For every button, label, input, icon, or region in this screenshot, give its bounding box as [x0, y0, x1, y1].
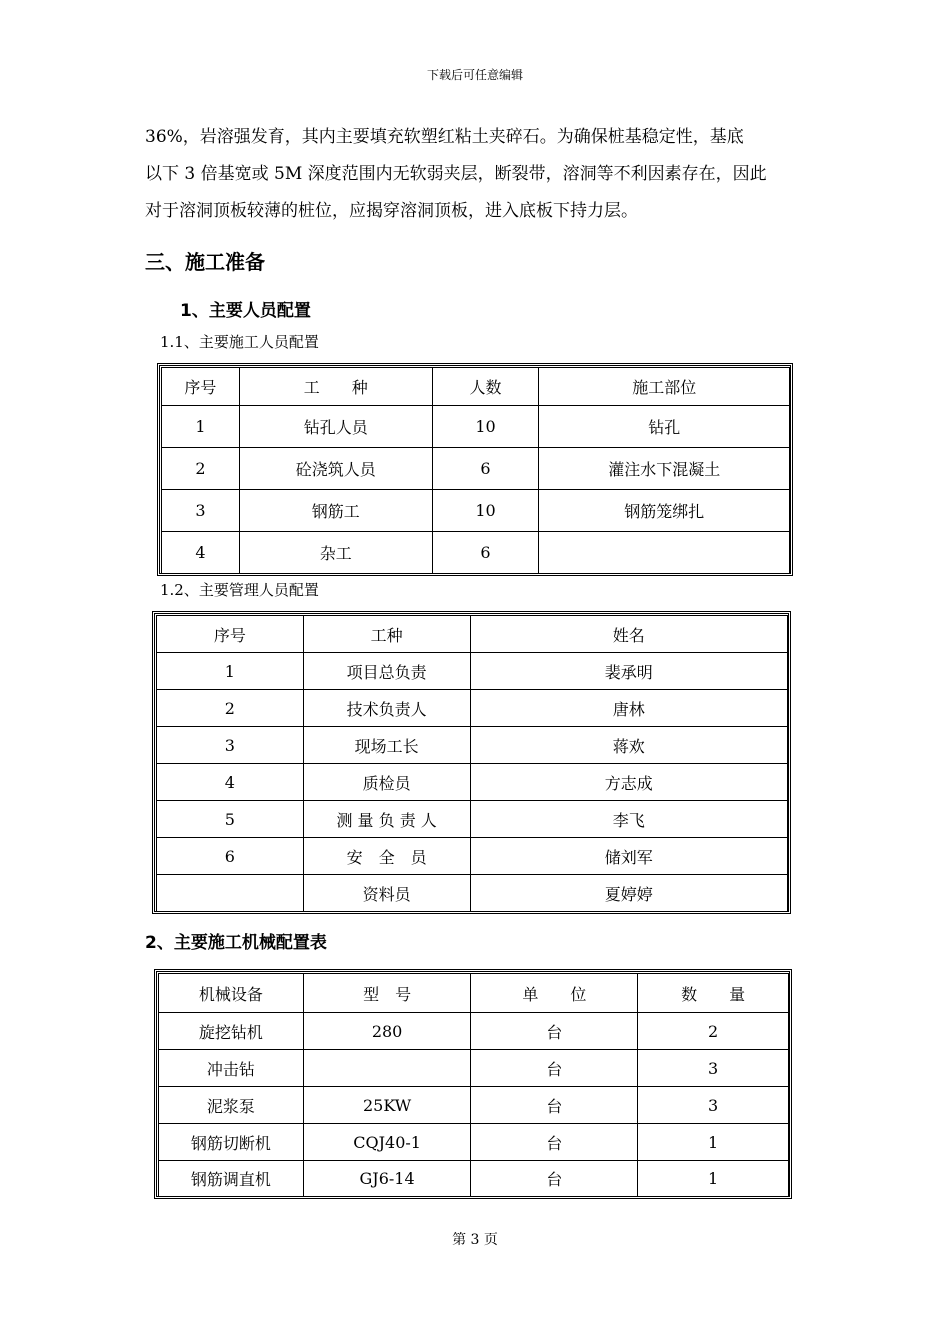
- table-row: [162, 532, 790, 574]
- cell: 质检员: [303, 764, 470, 801]
- cell: 台: [471, 1050, 638, 1087]
- cell: 10: [432, 406, 539, 448]
- caption-construction-staff: 1.1、主要施工人员配置: [160, 333, 319, 351]
- table-row: [159, 1161, 789, 1197]
- header-cell: 型 号: [303, 974, 471, 1013]
- table-row: [162, 406, 790, 448]
- cell: 砼浇筑人员: [239, 448, 432, 490]
- cell: 测 量 负 责 人: [303, 801, 470, 838]
- cell: 旋挖钻机: [159, 1013, 304, 1050]
- cell: 蒋欢: [470, 727, 787, 764]
- header-cell: 数 量: [638, 974, 789, 1013]
- cell: 台: [471, 1087, 638, 1124]
- cell: 4: [162, 532, 240, 574]
- table-row: [162, 448, 790, 490]
- cell: 3: [638, 1050, 789, 1087]
- cell: 钻孔: [539, 406, 790, 448]
- cell: 夏婷婷: [470, 875, 787, 912]
- cell: 3: [162, 490, 240, 532]
- header-cell: 人数: [432, 368, 539, 406]
- header-cell: 序号: [162, 368, 240, 406]
- cell: 现场工长: [303, 727, 470, 764]
- cell: 技术负责人: [303, 690, 470, 727]
- cell: GJ6-14: [303, 1161, 471, 1197]
- cell: 2: [157, 690, 304, 727]
- cell: [539, 532, 790, 574]
- cell: 3: [157, 727, 304, 764]
- body-paragraph: [145, 119, 815, 230]
- table-row: [159, 1087, 789, 1124]
- cell: 钢筋调直机: [159, 1161, 304, 1197]
- cell: 5: [157, 801, 304, 838]
- cell: 1: [638, 1161, 789, 1197]
- cell: CQJ40-1: [303, 1124, 471, 1161]
- subsection-title-machinery: 2、主要施工机械配置表: [145, 933, 327, 953]
- cell: 2: [638, 1013, 789, 1050]
- table-row: [157, 838, 788, 875]
- page-footer: 第 3 页: [452, 1232, 498, 1248]
- cell: 灌注水下混凝土: [539, 448, 790, 490]
- cell: 6: [432, 532, 539, 574]
- table-management-staff: [156, 615, 788, 912]
- cell: 钢筋工: [239, 490, 432, 532]
- cell: 钢筋笼绑扎: [539, 490, 790, 532]
- cell: 唐林: [470, 690, 787, 727]
- header-cell: 施工部位: [539, 368, 790, 406]
- cell: 安 全 员: [303, 838, 470, 875]
- paragraph-line: 36%，岩溶强发育，其内主要填充软塑红粘土夹碎石。为确保桩基稳定性，基底: [145, 127, 744, 147]
- cell: 1: [157, 653, 304, 690]
- header-cell: 序号: [157, 616, 304, 653]
- cell: [157, 875, 304, 912]
- header-cell: 工 种: [239, 368, 432, 406]
- paragraph-line: 对于溶洞顶板较薄的桩位，应揭穿溶洞顶板，进入底板下持力层。: [145, 201, 638, 221]
- table-row: [159, 1124, 789, 1161]
- caption-management-staff: 1.2、主要管理人员配置: [160, 581, 319, 599]
- cell: 资料员: [303, 875, 470, 912]
- header-cell: 机械设备: [159, 974, 304, 1013]
- cell: 裴承明: [470, 653, 787, 690]
- cell: 台: [471, 1013, 638, 1050]
- table-row: [157, 801, 788, 838]
- cell: 2: [162, 448, 240, 490]
- table-row: [157, 875, 788, 912]
- cell: 4: [157, 764, 304, 801]
- cell: 方志成: [470, 764, 787, 801]
- cell: 钢筋切断机: [159, 1124, 304, 1161]
- header-cell: 工种: [303, 616, 470, 653]
- page-header: 下载后可任意编辑: [426, 68, 523, 82]
- cell: 台: [471, 1161, 638, 1197]
- cell: 泥浆泵: [159, 1087, 304, 1124]
- cell: 3: [638, 1087, 789, 1124]
- cell: 台: [471, 1124, 638, 1161]
- table-row: [157, 764, 788, 801]
- table-row: [157, 653, 788, 690]
- cell: [303, 1050, 471, 1087]
- table-construction-staff: [161, 367, 790, 574]
- cell: 项目总负责: [303, 653, 470, 690]
- cell: 储刘军: [470, 838, 787, 875]
- cell: 李飞: [470, 801, 787, 838]
- cell: 280: [303, 1013, 471, 1050]
- table-machinery: [158, 973, 789, 1197]
- table-row: [159, 1050, 789, 1087]
- cell: 6: [157, 838, 304, 875]
- cell: 冲击钻: [159, 1050, 304, 1087]
- cell: 1: [638, 1124, 789, 1161]
- paragraph-line: 以下 3 倍基宽或 5M 深度范围内无软弱夹层，断裂带，溶洞等不利因素存在，因此: [145, 164, 767, 184]
- header-cell: 姓名: [470, 616, 787, 653]
- cell: 25KW: [303, 1087, 471, 1124]
- header-cell: 单 位: [471, 974, 638, 1013]
- cell: 6: [432, 448, 539, 490]
- table-row: [157, 690, 788, 727]
- cell: 10: [432, 490, 539, 532]
- cell: 1: [162, 406, 240, 448]
- table-row: [159, 1013, 789, 1050]
- subsection-title-personnel: 1、主要人员配置: [180, 301, 311, 321]
- cell: 杂工: [239, 532, 432, 574]
- table-row: [157, 727, 788, 764]
- cell: 钻孔人员: [239, 406, 432, 448]
- table-row: [162, 490, 790, 532]
- section-title: 三、施工准备: [145, 250, 265, 274]
